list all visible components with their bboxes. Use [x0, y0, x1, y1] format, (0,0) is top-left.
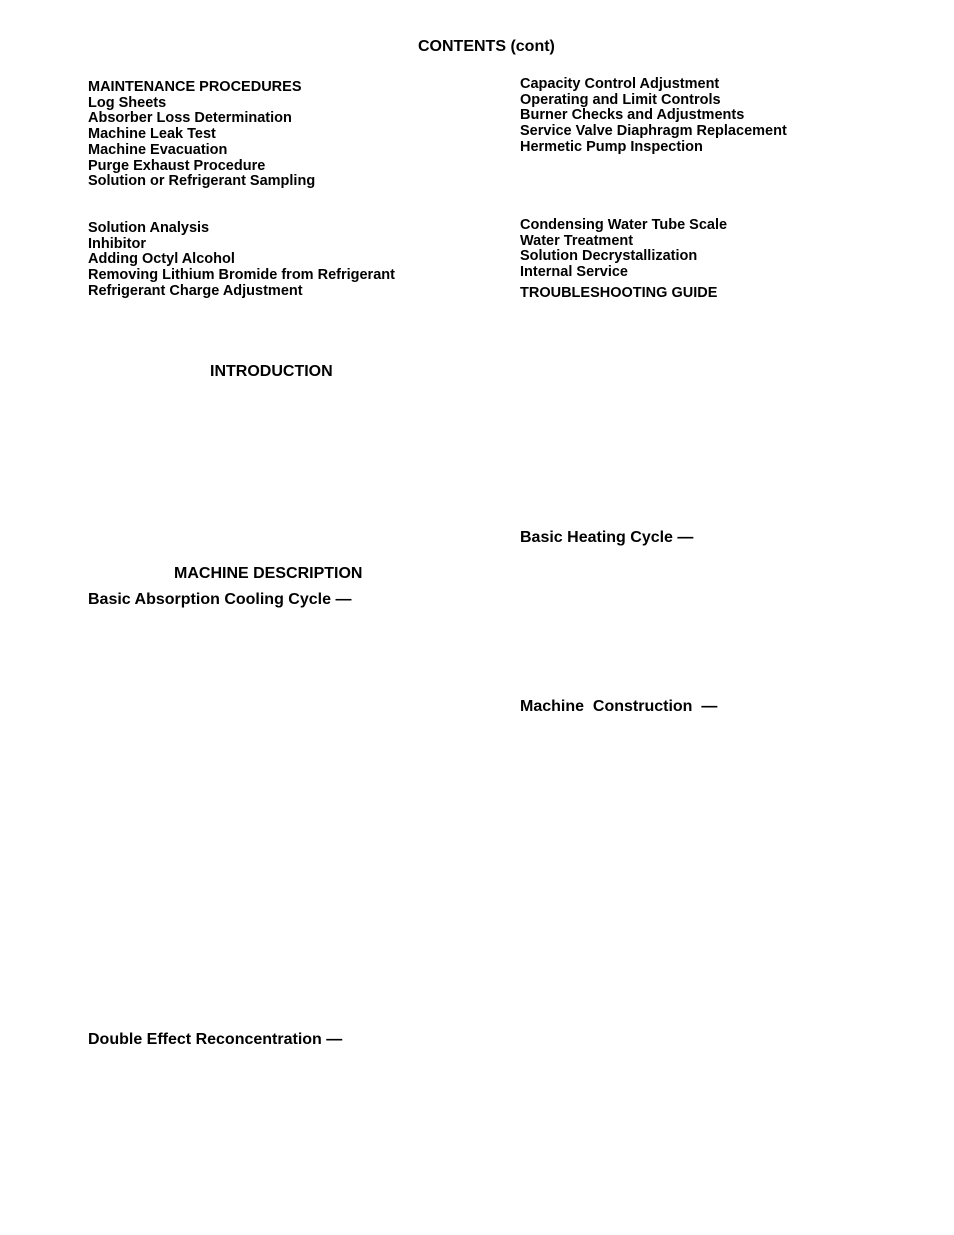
toc-left-group-2 — [88, 221, 395, 300]
toc-heading-maintenance-procedures[interactable]: MAINTENANCE PROCEDURES — [88, 79, 302, 95]
toc-item[interactable]: Inhibitor — [88, 235, 146, 252]
contents-title: CONTENTS (cont) — [418, 38, 555, 55]
toc-left-group-1 — [88, 80, 315, 190]
toc-right-group-2 — [520, 218, 727, 281]
toc-item[interactable]: Hermetic Pump Inspection — [520, 138, 703, 155]
toc-item[interactable]: Machine Evacuation — [88, 141, 228, 158]
toc-item[interactable]: Operating and Limit Controls — [520, 91, 721, 108]
run-in-heading-machine-construction: Machine Construction — — [520, 698, 718, 715]
toc-item[interactable]: Absorber Loss Determination — [88, 110, 292, 127]
run-in-heading-basic-absorption-cooling-cycle: Basic Absorption Cooling Cycle — — [88, 591, 352, 608]
toc-item[interactable]: Solution Decrystallization — [520, 248, 698, 265]
toc-item[interactable]: Refrigerant Charge Adjustment — [88, 282, 303, 299]
section-heading-introduction: INTRODUCTION — [210, 363, 333, 380]
run-in-heading-double-effect-reconcentration: Double Effect Reconcentration — — [88, 1031, 343, 1048]
toc-item[interactable]: Purge Exhaust Procedure — [88, 157, 266, 174]
toc-heading-troubleshooting-guide[interactable]: TROUBLESHOOTING GUIDE — [520, 285, 718, 301]
toc-item[interactable]: Capacity Control Adjustment — [520, 76, 720, 92]
run-in-heading-basic-heating-cycle: Basic Heating Cycle — — [520, 529, 694, 546]
toc-item[interactable]: Solution or Refrigerant Sampling — [88, 173, 316, 190]
toc-item[interactable]: Log Sheets — [88, 94, 167, 111]
toc-item[interactable]: Internal Service — [520, 264, 628, 281]
toc-item[interactable]: Burner Checks and Adjustments — [520, 107, 745, 124]
toc-item[interactable]: Water Treatment — [520, 232, 634, 249]
section-heading-machine-description: MACHINE DESCRIPTION — [174, 565, 363, 582]
toc-item[interactable]: Adding Octyl Alcohol — [88, 251, 235, 268]
toc-item[interactable]: Removing Lithium Bromide from Refrigerant — [88, 267, 395, 284]
toc-right-group-1 — [520, 77, 787, 156]
toc-item[interactable]: Condensing Water Tube Scale — [520, 217, 728, 233]
toc-item[interactable]: Service Valve Diaphragm Replacement — [520, 123, 787, 140]
toc-item[interactable]: Machine Leak Test — [88, 126, 216, 143]
toc-item[interactable]: Solution Analysis — [88, 220, 210, 236]
